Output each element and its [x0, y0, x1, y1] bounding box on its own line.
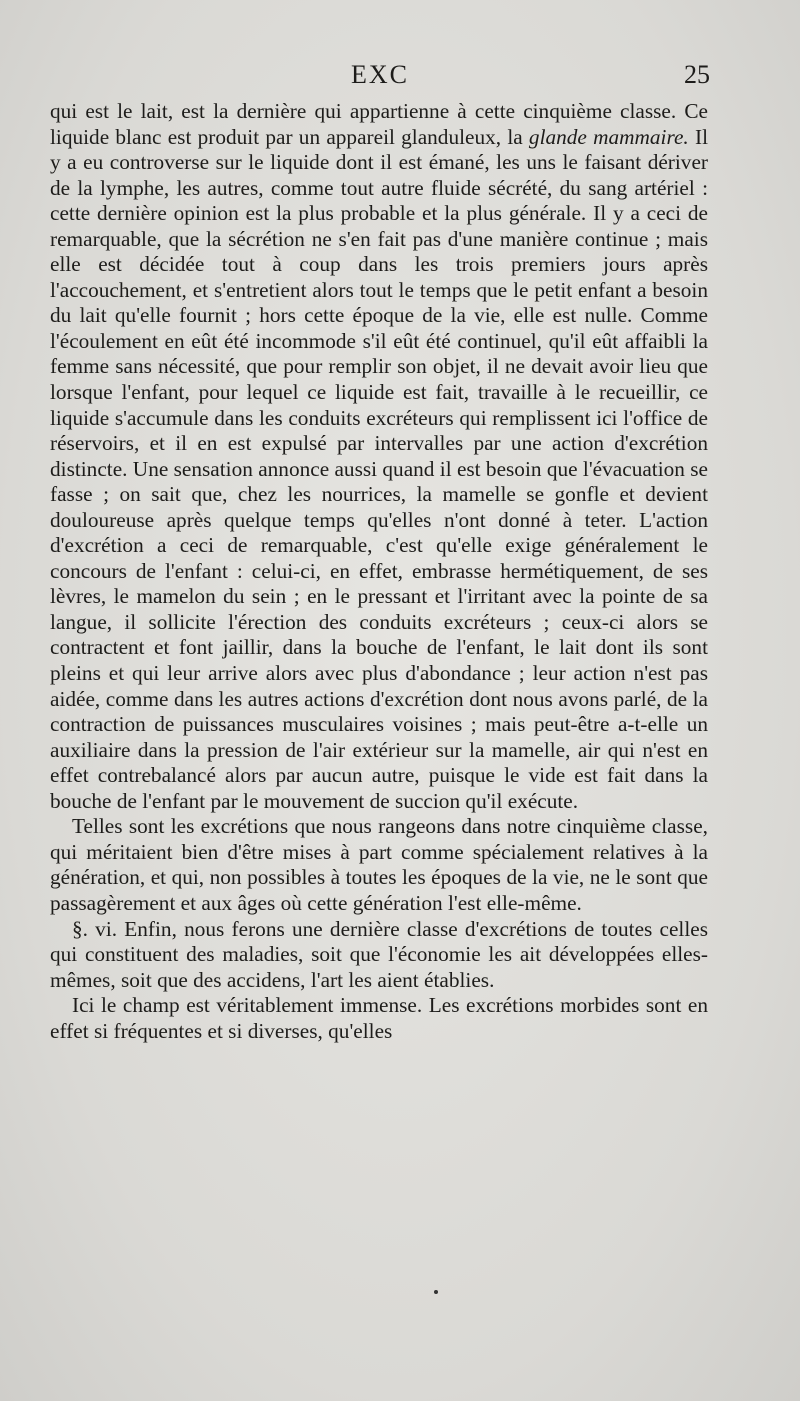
running-head: EXC [351, 60, 409, 89]
paragraph-text: Il y a eu controverse sur le liquide dont il est émané, les uns le faisant dériver de la lymphe, les autres, comme tout autre fluide sécrété, du sang artériel : cette dernière opinion est la plus probable et la plus générale. Il y a ceci de remarquable, que la sécrétion ne s'en fait pas d'une manière continue ; mais elle est décidée tout à coup dans les trois premiers jours après l'accouchement, et s'entretient alors tout le temps que le petit enfant a besoin du lait qu'elle fournit ; hors cette époque de la vie, elle est nulle. Comme l'écoulement en eût été incommode s'il eût été continuel, qu'il eût affaibli la femme sans nécessité, que pour remplir son objet, il ne devait avoir lieu que lorsque l'enfant, pour lequel ce liquide est fait, travaille à le recueillir, ce liquide s'accumule dans les conduits excréteurs qui remplissent ici l'office de réservoirs, et il en est expulsé par intervalles par une action d'excrétion distincte. Une sensation annonce aussi quand il est besoin que l'évacuation se fasse ; on sait que, chez les nourrices, la mamelle se gonfle et devient douloureuse après quelque temps qu'elles n'ont donné à teter. L'action d'excrétion a ceci de remarquable, c'est qu'elle exige généralement le concours de l'enfant : celui-ci, en effet, embrasse hermétiquement, de ses lèvres, le mamelon du sein ; en le pressant et l'irritant avec la pointe de sa langue, il sollicite l'érection des conduits excréteurs ; ceux-ci alors se contractent et font jaillir, dans la bouche de l'enfant, le lait dont ils sont pleins et qui leur arrive alors avec plus d'abondance ; leur action n'est pas aidée, comme dans les autres actions d'excrétion dont nous avons parlé, de la contraction de puissances musculaires voisines ; mais peut-être a-t-elle un auxiliaire dans la pression de l'air extérieur sur la mamelle, air qui n'est en effet contrebalancé alors par aucun autre, puisque le vide est fait dans la bouche de l'enfant par le mouvement de succion qu'il exécute. [50, 124, 708, 813]
paragraph-text: qui est le lait, est la dernière qui appartienne à cette cinquième classe. Ce liquide blanc est produit par un appareil glanduleux, la [50, 99, 708, 149]
paragraph: Telles sont les excrétions que nous rangeons dans notre cinquième classe, qui méritaient bien d'être mises à part comme spécialement relatives à la génération, et qui, non possibles à toutes les époques de la vie, ne le sont que passagèrement et aux âges où cette génération l'est elle-même. [50, 814, 708, 915]
paragraph [50, 99, 708, 814]
page-number: 25 [684, 60, 710, 89]
page-header [50, 60, 710, 96]
body-text [50, 99, 708, 1044]
emphasized-term: glande mammaire. [528, 124, 689, 149]
ink-speck [434, 1290, 438, 1294]
paragraph: §. vi. Enfin, nous ferons une dernière classe d'excrétions de toutes celles qui constituent des maladies, soit que l'économie les ait développées elles-mêmes, soit que des accidens, l'art les aient établies. [50, 916, 708, 992]
paragraph: Ici le champ est véritablement immense. Les excrétions morbides sont en effet si fréquentes et si diverses, qu'elles [50, 993, 708, 1043]
